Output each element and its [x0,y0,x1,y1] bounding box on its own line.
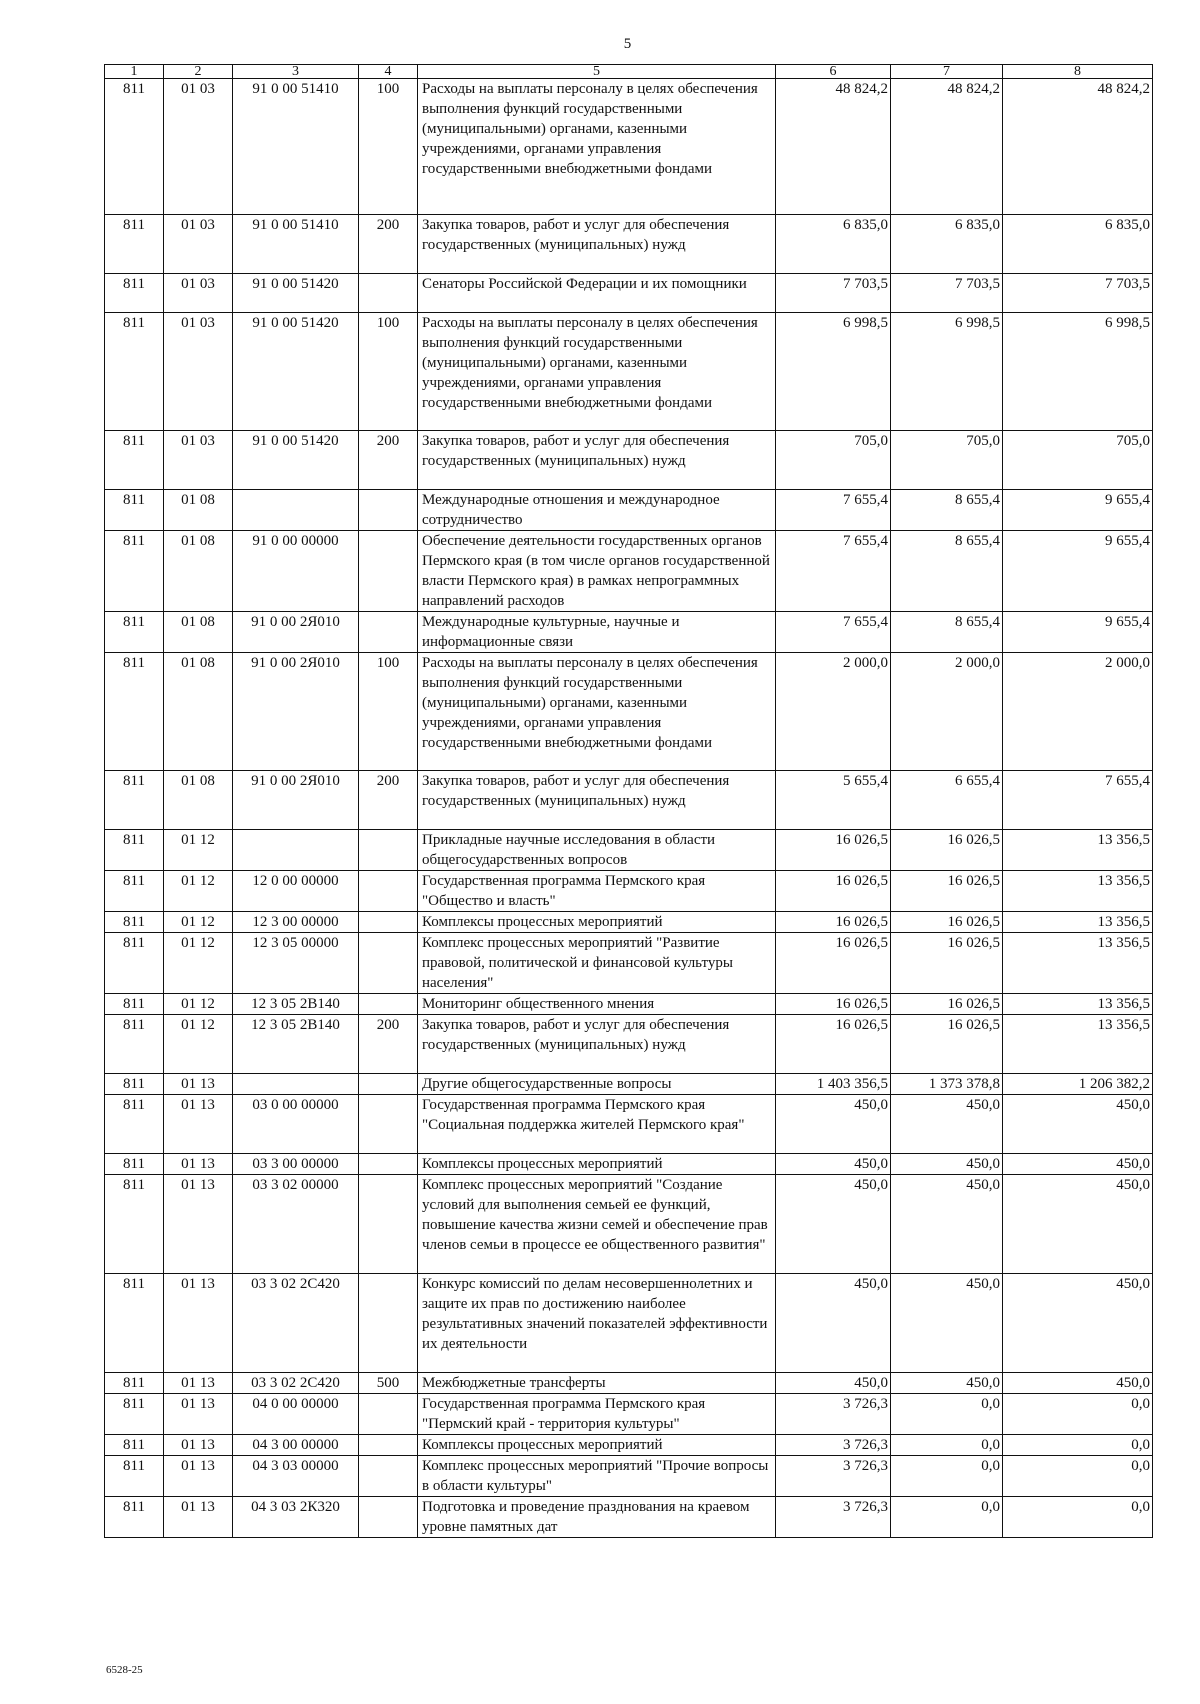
expense-type-code-cell [359,531,418,612]
section-code-cell: 01 08 [164,612,233,653]
gr-code-cell: 811 [105,79,164,215]
amount-year-1-cell: 48 824,2 [776,79,891,215]
amount-year-1-cell: 5 655,4 [776,771,891,830]
expense-type-code-cell [359,1154,418,1175]
description-cell: Международные культурные, научные и информационные связи [418,612,776,653]
amount-year-3-cell: 7 655,4 [1003,771,1153,830]
description-cell: Комплекс процессных мероприятий "Развитие правовой, политической и финансовой культуры населения" [418,933,776,994]
target-article-code-cell: 12 3 05 00000 [233,933,359,994]
amount-year-2-cell: 16 026,5 [891,933,1003,994]
col-header-1: 1 [105,65,164,79]
description-cell: Прикладные научные исследования в области общегосударственных вопросов [418,830,776,871]
description-cell: Комплекс процессных мероприятий "Создание условий для выполнения семьей ее функций, повышение качества жизни семей и обеспечение прав членов семьи в процессе ее общественного развития" [418,1175,776,1274]
target-article-code-cell: 04 0 00 00000 [233,1394,359,1435]
amount-year-3-cell: 0,0 [1003,1456,1153,1497]
table-row [105,871,1153,912]
gr-code-cell: 811 [105,1095,164,1154]
amount-year-3-cell: 450,0 [1003,1154,1153,1175]
target-article-code-cell: 12 3 00 00000 [233,912,359,933]
table-row [105,1497,1153,1538]
amount-year-2-cell: 450,0 [891,1095,1003,1154]
description-cell: Международные отношения и международное сотрудничество [418,490,776,531]
document-code: 6528-25 [106,1664,143,1676]
gr-code-cell: 811 [105,771,164,830]
expense-type-code-cell: 500 [359,1373,418,1394]
expense-type-code-cell [359,1456,418,1497]
amount-year-2-cell: 450,0 [891,1373,1003,1394]
section-code-cell: 01 13 [164,1274,233,1373]
gr-code-cell: 811 [105,1456,164,1497]
table-row [105,531,1153,612]
section-code-cell: 01 13 [164,1175,233,1274]
section-code-cell: 01 12 [164,830,233,871]
amount-year-3-cell: 450,0 [1003,1095,1153,1154]
description-cell: Межбюджетные трансферты [418,1373,776,1394]
table-row [105,431,1153,490]
section-code-cell: 01 13 [164,1074,233,1095]
amount-year-1-cell: 7 655,4 [776,490,891,531]
amount-year-2-cell: 2 000,0 [891,653,1003,771]
amount-year-1-cell: 7 703,5 [776,274,891,313]
amount-year-3-cell: 9 655,4 [1003,612,1153,653]
table-row [105,1274,1153,1373]
gr-code-cell: 811 [105,431,164,490]
section-code-cell: 01 08 [164,531,233,612]
target-article-code-cell: 03 3 02 2С420 [233,1274,359,1373]
amount-year-3-cell: 48 824,2 [1003,79,1153,215]
description-cell: Другие общегосударственные вопросы [418,1074,776,1095]
table-row [105,1074,1153,1095]
gr-code-cell: 811 [105,912,164,933]
col-header-5: 5 [418,65,776,79]
amount-year-1-cell: 16 026,5 [776,933,891,994]
gr-code-cell: 811 [105,1015,164,1074]
amount-year-2-cell: 16 026,5 [891,871,1003,912]
amount-year-2-cell: 1 373 378,8 [891,1074,1003,1095]
amount-year-2-cell: 8 655,4 [891,531,1003,612]
table-row [105,1373,1153,1394]
expense-type-code-cell [359,1095,418,1154]
amount-year-1-cell: 3 726,3 [776,1435,891,1456]
expense-type-code-cell [359,490,418,531]
expense-type-code-cell [359,1497,418,1538]
amount-year-3-cell: 13 356,5 [1003,830,1153,871]
description-cell: Расходы на выплаты персоналу в целях обеспечения выполнения функций государственными (муниципальными) органами, казенными учреждениями, органами управления государственными внебюджетными фондами [418,79,776,215]
description-cell: Закупка товаров, работ и услуг для обеспечения государственных (муниципальных) нужд [418,215,776,274]
section-code-cell: 01 13 [164,1394,233,1435]
amount-year-1-cell: 16 026,5 [776,912,891,933]
page-number: 5 [623,36,632,52]
table-row [105,215,1153,274]
amount-year-1-cell: 450,0 [776,1095,891,1154]
header-row [105,65,1153,79]
table-row [105,612,1153,653]
description-cell: Государственная программа Пермского края "Социальная поддержка жителей Пермского края" [418,1095,776,1154]
description-cell: Комплексы процессных мероприятий [418,1154,776,1175]
section-code-cell: 01 12 [164,1015,233,1074]
amount-year-1-cell: 450,0 [776,1274,891,1373]
expense-type-code-cell [359,274,418,313]
amount-year-3-cell: 6 835,0 [1003,215,1153,274]
table-row [105,79,1153,215]
description-cell: Государственная программа Пермского края "Общество и власть" [418,871,776,912]
gr-code-cell: 811 [105,653,164,771]
table-row [105,1394,1153,1435]
amount-year-1-cell: 705,0 [776,431,891,490]
description-cell: Подготовка и проведение празднования на краевом уровне памятных дат [418,1497,776,1538]
amount-year-2-cell: 7 703,5 [891,274,1003,313]
expense-type-code-cell [359,1394,418,1435]
target-article-code-cell [233,490,359,531]
amount-year-2-cell: 48 824,2 [891,79,1003,215]
amount-year-3-cell: 9 655,4 [1003,531,1153,612]
expense-type-code-cell [359,912,418,933]
section-code-cell: 01 03 [164,79,233,215]
amount-year-1-cell: 1 403 356,5 [776,1074,891,1095]
expense-type-code-cell [359,1175,418,1274]
description-cell: Расходы на выплаты персоналу в целях обеспечения выполнения функций государственными (муниципальными) органами, казенными учреждениями, органами управления государственными внебюджетными фондами [418,313,776,431]
section-code-cell: 01 03 [164,431,233,490]
amount-year-3-cell: 13 356,5 [1003,871,1153,912]
description-cell: Закупка товаров, работ и услуг для обеспечения государственных (муниципальных) нужд [418,771,776,830]
target-article-code-cell: 03 3 00 00000 [233,1154,359,1175]
col-header-2: 2 [164,65,233,79]
section-code-cell: 01 08 [164,653,233,771]
gr-code-cell: 811 [105,1435,164,1456]
description-cell: Расходы на выплаты персоналу в целях обеспечения выполнения функций государственными (муниципальными) органами, казенными учреждениями, органами управления государственными внебюджетными фондами [418,653,776,771]
section-code-cell: 01 12 [164,933,233,994]
table-row [105,1095,1153,1154]
section-code-cell: 01 13 [164,1373,233,1394]
table-row [105,994,1153,1015]
amount-year-1-cell: 450,0 [776,1154,891,1175]
target-article-code-cell: 04 3 03 2К320 [233,1497,359,1538]
section-code-cell: 01 03 [164,313,233,431]
section-code-cell: 01 03 [164,274,233,313]
amount-year-2-cell: 8 655,4 [891,490,1003,531]
description-cell: Конкурс комиссий по делам несовершеннолетних и защите их прав по достижению наиболее результативных значений показателей эффективности их деятельности [418,1274,776,1373]
gr-code-cell: 811 [105,994,164,1015]
target-article-code-cell: 91 0 00 51410 [233,215,359,274]
target-article-code-cell: 12 0 00 00000 [233,871,359,912]
amount-year-1-cell: 16 026,5 [776,871,891,912]
expense-type-code-cell [359,1274,418,1373]
col-header-7: 7 [891,65,1003,79]
description-cell: Комплексы процессных мероприятий [418,912,776,933]
section-code-cell: 01 13 [164,1435,233,1456]
target-article-code-cell: 91 0 00 00000 [233,531,359,612]
amount-year-1-cell: 7 655,4 [776,531,891,612]
section-code-cell: 01 12 [164,994,233,1015]
amount-year-1-cell: 3 726,3 [776,1497,891,1538]
table-row [105,653,1153,771]
amount-year-3-cell: 6 998,5 [1003,313,1153,431]
table-row [105,1015,1153,1074]
amount-year-1-cell: 7 655,4 [776,612,891,653]
amount-year-2-cell: 8 655,4 [891,612,1003,653]
gr-code-cell: 811 [105,531,164,612]
table-row [105,490,1153,531]
amount-year-3-cell: 7 703,5 [1003,274,1153,313]
gr-code-cell: 811 [105,313,164,431]
gr-code-cell: 811 [105,274,164,313]
target-article-code-cell: 04 3 00 00000 [233,1435,359,1456]
table-row [105,1175,1153,1274]
budget-table [104,64,1153,1538]
table-row [105,274,1153,313]
amount-year-1-cell: 3 726,3 [776,1456,891,1497]
expense-type-code-cell [359,933,418,994]
amount-year-2-cell: 0,0 [891,1394,1003,1435]
section-code-cell: 01 13 [164,1497,233,1538]
section-code-cell: 01 13 [164,1095,233,1154]
amount-year-2-cell: 450,0 [891,1274,1003,1373]
table-row [105,830,1153,871]
description-cell: Мониторинг общественного мнения [418,994,776,1015]
amount-year-2-cell: 0,0 [891,1497,1003,1538]
col-header-4: 4 [359,65,418,79]
table-row [105,313,1153,431]
expense-type-code-cell [359,612,418,653]
description-cell: Комплекс процессных мероприятий "Прочие вопросы в области культуры" [418,1456,776,1497]
gr-code-cell: 811 [105,871,164,912]
amount-year-2-cell: 450,0 [891,1154,1003,1175]
gr-code-cell: 811 [105,1274,164,1373]
amount-year-3-cell: 705,0 [1003,431,1153,490]
amount-year-3-cell: 0,0 [1003,1497,1153,1538]
expense-type-code-cell: 100 [359,313,418,431]
table-row [105,1456,1153,1497]
gr-code-cell: 811 [105,1175,164,1274]
section-code-cell: 01 12 [164,871,233,912]
table-row [105,933,1153,994]
target-article-code-cell [233,1074,359,1095]
amount-year-2-cell: 6 998,5 [891,313,1003,431]
amount-year-1-cell: 16 026,5 [776,1015,891,1074]
target-article-code-cell [233,830,359,871]
amount-year-3-cell: 450,0 [1003,1175,1153,1274]
target-article-code-cell: 91 0 00 2Я010 [233,653,359,771]
amount-year-1-cell: 450,0 [776,1175,891,1274]
amount-year-2-cell: 0,0 [891,1435,1003,1456]
amount-year-3-cell: 450,0 [1003,1373,1153,1394]
amount-year-3-cell: 0,0 [1003,1394,1153,1435]
target-article-code-cell: 91 0 00 51420 [233,274,359,313]
expense-type-code-cell: 100 [359,79,418,215]
target-article-code-cell: 03 3 02 00000 [233,1175,359,1274]
amount-year-3-cell: 2 000,0 [1003,653,1153,771]
section-code-cell: 01 13 [164,1456,233,1497]
amount-year-3-cell: 13 356,5 [1003,933,1153,994]
amount-year-2-cell: 0,0 [891,1456,1003,1497]
expense-type-code-cell: 100 [359,653,418,771]
description-cell: Закупка товаров, работ и услуг для обеспечения государственных (муниципальных) нужд [418,1015,776,1074]
amount-year-3-cell: 13 356,5 [1003,912,1153,933]
amount-year-3-cell: 9 655,4 [1003,490,1153,531]
amount-year-1-cell: 6 998,5 [776,313,891,431]
amount-year-1-cell: 6 835,0 [776,215,891,274]
amount-year-1-cell: 16 026,5 [776,994,891,1015]
expense-type-code-cell: 200 [359,431,418,490]
target-article-code-cell: 12 3 05 2В140 [233,994,359,1015]
target-article-code-cell: 04 3 03 00000 [233,1456,359,1497]
gr-code-cell: 811 [105,1154,164,1175]
section-code-cell: 01 12 [164,912,233,933]
gr-code-cell: 811 [105,1074,164,1095]
col-header-3: 3 [233,65,359,79]
target-article-code-cell: 03 0 00 00000 [233,1095,359,1154]
amount-year-3-cell: 0,0 [1003,1435,1153,1456]
amount-year-3-cell: 450,0 [1003,1274,1153,1373]
expense-type-code-cell [359,830,418,871]
expense-type-code-cell: 200 [359,1015,418,1074]
section-code-cell: 01 08 [164,771,233,830]
gr-code-cell: 811 [105,933,164,994]
description-cell: Закупка товаров, работ и услуг для обеспечения государственных (муниципальных) нужд [418,431,776,490]
gr-code-cell: 811 [105,1394,164,1435]
gr-code-cell: 811 [105,215,164,274]
table-row [105,771,1153,830]
description-cell: Государственная программа Пермского края "Пермский край - территория культуры" [418,1394,776,1435]
gr-code-cell: 811 [105,1497,164,1538]
amount-year-3-cell: 13 356,5 [1003,994,1153,1015]
target-article-code-cell: 91 0 00 51420 [233,431,359,490]
amount-year-3-cell: 1 206 382,2 [1003,1074,1153,1095]
amount-year-2-cell: 6 835,0 [891,215,1003,274]
amount-year-2-cell: 16 026,5 [891,1015,1003,1074]
amount-year-1-cell: 3 726,3 [776,1394,891,1435]
target-article-code-cell: 03 3 02 2С420 [233,1373,359,1394]
description-cell: Сенаторы Российской Федерации и их помощники [418,274,776,313]
amount-year-1-cell: 2 000,0 [776,653,891,771]
amount-year-1-cell: 450,0 [776,1373,891,1394]
amount-year-2-cell: 450,0 [891,1175,1003,1274]
target-article-code-cell: 91 0 00 51410 [233,79,359,215]
section-code-cell: 01 08 [164,490,233,531]
expense-type-code-cell [359,871,418,912]
expense-type-code-cell: 200 [359,771,418,830]
amount-year-2-cell: 705,0 [891,431,1003,490]
amount-year-3-cell: 13 356,5 [1003,1015,1153,1074]
expense-type-code-cell [359,1074,418,1095]
target-article-code-cell: 91 0 00 2Я010 [233,771,359,830]
amount-year-1-cell: 16 026,5 [776,830,891,871]
col-header-8: 8 [1003,65,1153,79]
target-article-code-cell: 91 0 00 51420 [233,313,359,431]
table-row [105,1154,1153,1175]
table-row [105,1435,1153,1456]
gr-code-cell: 811 [105,490,164,531]
amount-year-2-cell: 16 026,5 [891,994,1003,1015]
amount-year-2-cell: 6 655,4 [891,771,1003,830]
section-code-cell: 01 03 [164,215,233,274]
amount-year-2-cell: 16 026,5 [891,912,1003,933]
expense-type-code-cell [359,1435,418,1456]
table-body [105,79,1153,1538]
gr-code-cell: 811 [105,612,164,653]
target-article-code-cell: 12 3 05 2В140 [233,1015,359,1074]
col-header-6: 6 [776,65,891,79]
expense-type-code-cell [359,994,418,1015]
target-article-code-cell: 91 0 00 2Я010 [233,612,359,653]
description-cell: Обеспечение деятельности государственных органов Пермского края (в том числе органов государственной власти Пермского края) в рамках непрограммных направлений расходов [418,531,776,612]
amount-year-2-cell: 16 026,5 [891,830,1003,871]
description-cell: Комплексы процессных мероприятий [418,1435,776,1456]
table-row [105,912,1153,933]
gr-code-cell: 811 [105,830,164,871]
gr-code-cell: 811 [105,1373,164,1394]
section-code-cell: 01 13 [164,1154,233,1175]
expense-type-code-cell: 200 [359,215,418,274]
